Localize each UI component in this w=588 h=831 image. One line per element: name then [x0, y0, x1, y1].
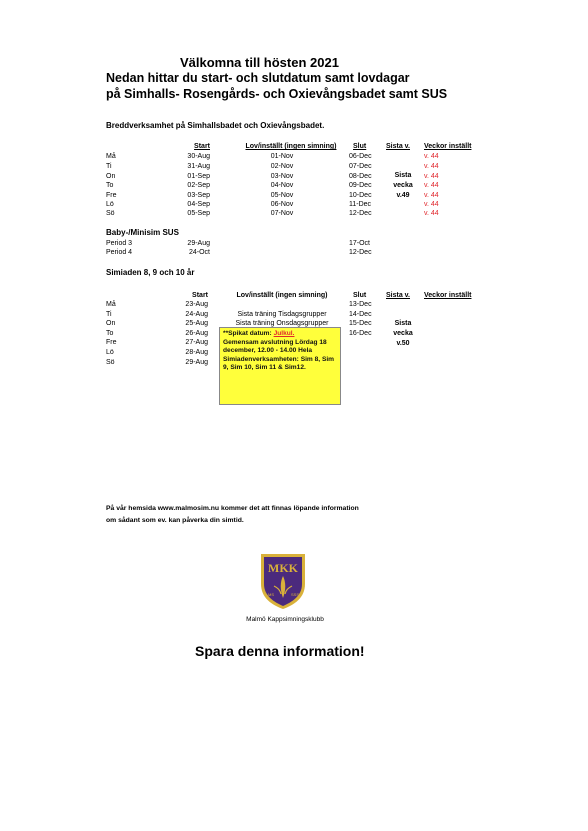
table-row-start: 30-Aug — [187, 153, 210, 160]
footer-info-line-1: På vår hemsida www.malmosim.nu kommer det att finnas löpande information — [106, 505, 359, 512]
logo-text: MKK — [268, 561, 298, 575]
table-row-start: 27-Aug — [185, 339, 208, 346]
table-row-day: Sö — [106, 359, 115, 366]
club-name: Malmö Kappsimningsklubb — [246, 616, 324, 623]
table-row-slut: 13-Dec — [349, 301, 372, 308]
note-body: Gemensam avslutning Lördag 18 december, 12.00 - 14.00 Hela Simiadenverksamheten: Sim 8, Sim 9, Sim 10, Sim 11 & Sim12. — [223, 338, 335, 372]
table-row-day: Må — [106, 301, 116, 308]
table-row-day: Ti — [106, 311, 112, 318]
baby-row-slut: 17-Oct — [349, 240, 371, 247]
bredd-sista-line-1: Sista — [394, 172, 412, 179]
table-row-veckor: v. 44 — [424, 182, 439, 189]
table-row-slut: 11-Dec — [349, 201, 372, 208]
julkul-note — [219, 327, 341, 405]
baby-row-start: 24-Oct — [188, 249, 210, 256]
table-row-slut: 10-Dec — [349, 192, 372, 199]
table-row-lov: 01-Nov — [270, 153, 294, 160]
bredd-col-slut: Slut — [353, 143, 367, 150]
table-row-veckor: v. 44 — [424, 153, 439, 160]
baby-row-slut: 12-Dec — [349, 249, 372, 256]
table-row-day: Lö — [106, 349, 114, 356]
simiaden-col-slut: Slut — [353, 292, 367, 299]
table-row-day: Fre — [106, 192, 117, 199]
table-row-slut: 06-Dec — [349, 153, 372, 160]
table-row-day: Må — [106, 153, 116, 160]
table-row-start: 28-Aug — [185, 349, 208, 356]
table-row-slut: 14-Dec — [349, 311, 372, 318]
baby-row-label: Period 3 — [106, 240, 133, 247]
table-row-slut: 08-Dec — [349, 173, 372, 180]
table-row-start: 04-Sep — [187, 201, 210, 208]
table-row-start: 01-Sep — [187, 173, 210, 180]
table-row-start: 23-Aug — [185, 301, 208, 308]
table-row-slut: 15-Dec — [349, 320, 372, 327]
simiaden-col-veckor: Veckor inställt — [424, 292, 472, 299]
bredd-col-sista: Sista v. — [386, 143, 410, 150]
simiaden-col-start: Start — [192, 292, 208, 299]
table-row-lov: Sista träning Onsdagsgrupper — [235, 320, 329, 327]
table-row-day: On — [106, 320, 116, 327]
table-row-veckor: v. 44 — [424, 201, 439, 208]
simiaden-sista-line-2: vecka — [393, 330, 413, 337]
table-row-start: 05-Sep — [187, 210, 210, 217]
save-info-heading: Spara denna information! — [195, 643, 365, 659]
simiaden-sista-line-3: v.50 — [396, 340, 410, 347]
table-row-veckor: v. 44 — [424, 210, 439, 217]
footer-info-line-2: om sådant som ev. kan påverka din simtid. — [106, 517, 244, 524]
logo-small-right: SSS — [290, 592, 300, 597]
page-subtitle-line-1: Nedan hittar du start- och slutdatum samt lovdagar — [106, 71, 410, 85]
table-row-start: 26-Aug — [185, 330, 208, 337]
table-row-veckor: v. 44 — [424, 163, 439, 170]
table-row-day: To — [106, 330, 114, 337]
table-row-start: 29-Aug — [185, 359, 208, 366]
club-logo — [258, 552, 308, 610]
note-highlight: Julkul. — [273, 330, 295, 337]
table-row-lov: 02-Nov — [270, 163, 294, 170]
table-row-slut: 07-Dec — [349, 163, 372, 170]
table-row-slut: 09-Dec — [349, 182, 372, 189]
simiaden-col-sista: Sista v. — [386, 292, 410, 299]
shield-icon — [258, 552, 308, 610]
table-row-lov: Sista träning Tisdagsgrupper — [237, 311, 327, 318]
table-row-start: 31-Aug — [187, 163, 210, 170]
bredd-col-lov: Lov/inställt (ingen simning) — [245, 143, 337, 150]
table-row-start: 03-Sep — [187, 192, 210, 199]
table-row-day: On — [106, 173, 116, 180]
simiaden-col-lov: Lov/inställt (ingen simning) — [236, 292, 328, 299]
baby-row-label: Period 4 — [106, 249, 133, 256]
bredd-sista-line-3: v.49 — [396, 192, 410, 199]
note-prefix: **Spikat datum: — [223, 330, 272, 337]
table-row-lov: 04-Nov — [270, 182, 294, 189]
table-row-veckor: v. 44 — [424, 192, 439, 199]
table-row-day: Sö — [106, 210, 115, 217]
table-row-slut: 16-Dec — [349, 330, 372, 337]
table-row-day: Lö — [106, 201, 114, 208]
logo-small-left: MS — [268, 592, 274, 597]
table-row-start: 24-Aug — [185, 311, 208, 318]
bredd-sista-line-2: vecka — [393, 182, 413, 189]
section-heading-simiaden: Simiaden 8, 9 och 10 år — [106, 268, 195, 277]
section-heading-bredd: Breddverksamhet på Simhallsbadet och Oxievångsbadet. — [106, 121, 325, 130]
table-row-day: Ti — [106, 163, 112, 170]
page-subtitle-line-2: på Simhalls- Rosengårds- och Oxievångsbadet samt SUS — [106, 87, 448, 101]
table-row-lov: 05-Nov — [270, 192, 294, 199]
page-title: Välkomna till hösten 2021 — [180, 55, 339, 70]
table-row-lov: 07-Nov — [270, 210, 294, 217]
simiaden-sista-line-1: Sista — [394, 320, 412, 327]
table-row-slut: 12-Dec — [349, 210, 372, 217]
baby-row-start: 29-Aug — [187, 240, 210, 247]
table-row-day: Fre — [106, 339, 117, 346]
table-row-lov: 03-Nov — [270, 173, 294, 180]
section-heading-baby: Baby-/Minisim SUS — [106, 228, 179, 237]
table-row-start: 02-Sep — [187, 182, 210, 189]
table-row-lov: 06-Nov — [270, 201, 294, 208]
bredd-col-start: Start — [194, 143, 210, 150]
table-row-start: 25-Aug — [185, 320, 208, 327]
bredd-col-veckor: Veckor inställt — [424, 143, 472, 150]
table-row-day: To — [106, 182, 114, 189]
table-row-veckor: v. 44 — [424, 173, 439, 180]
